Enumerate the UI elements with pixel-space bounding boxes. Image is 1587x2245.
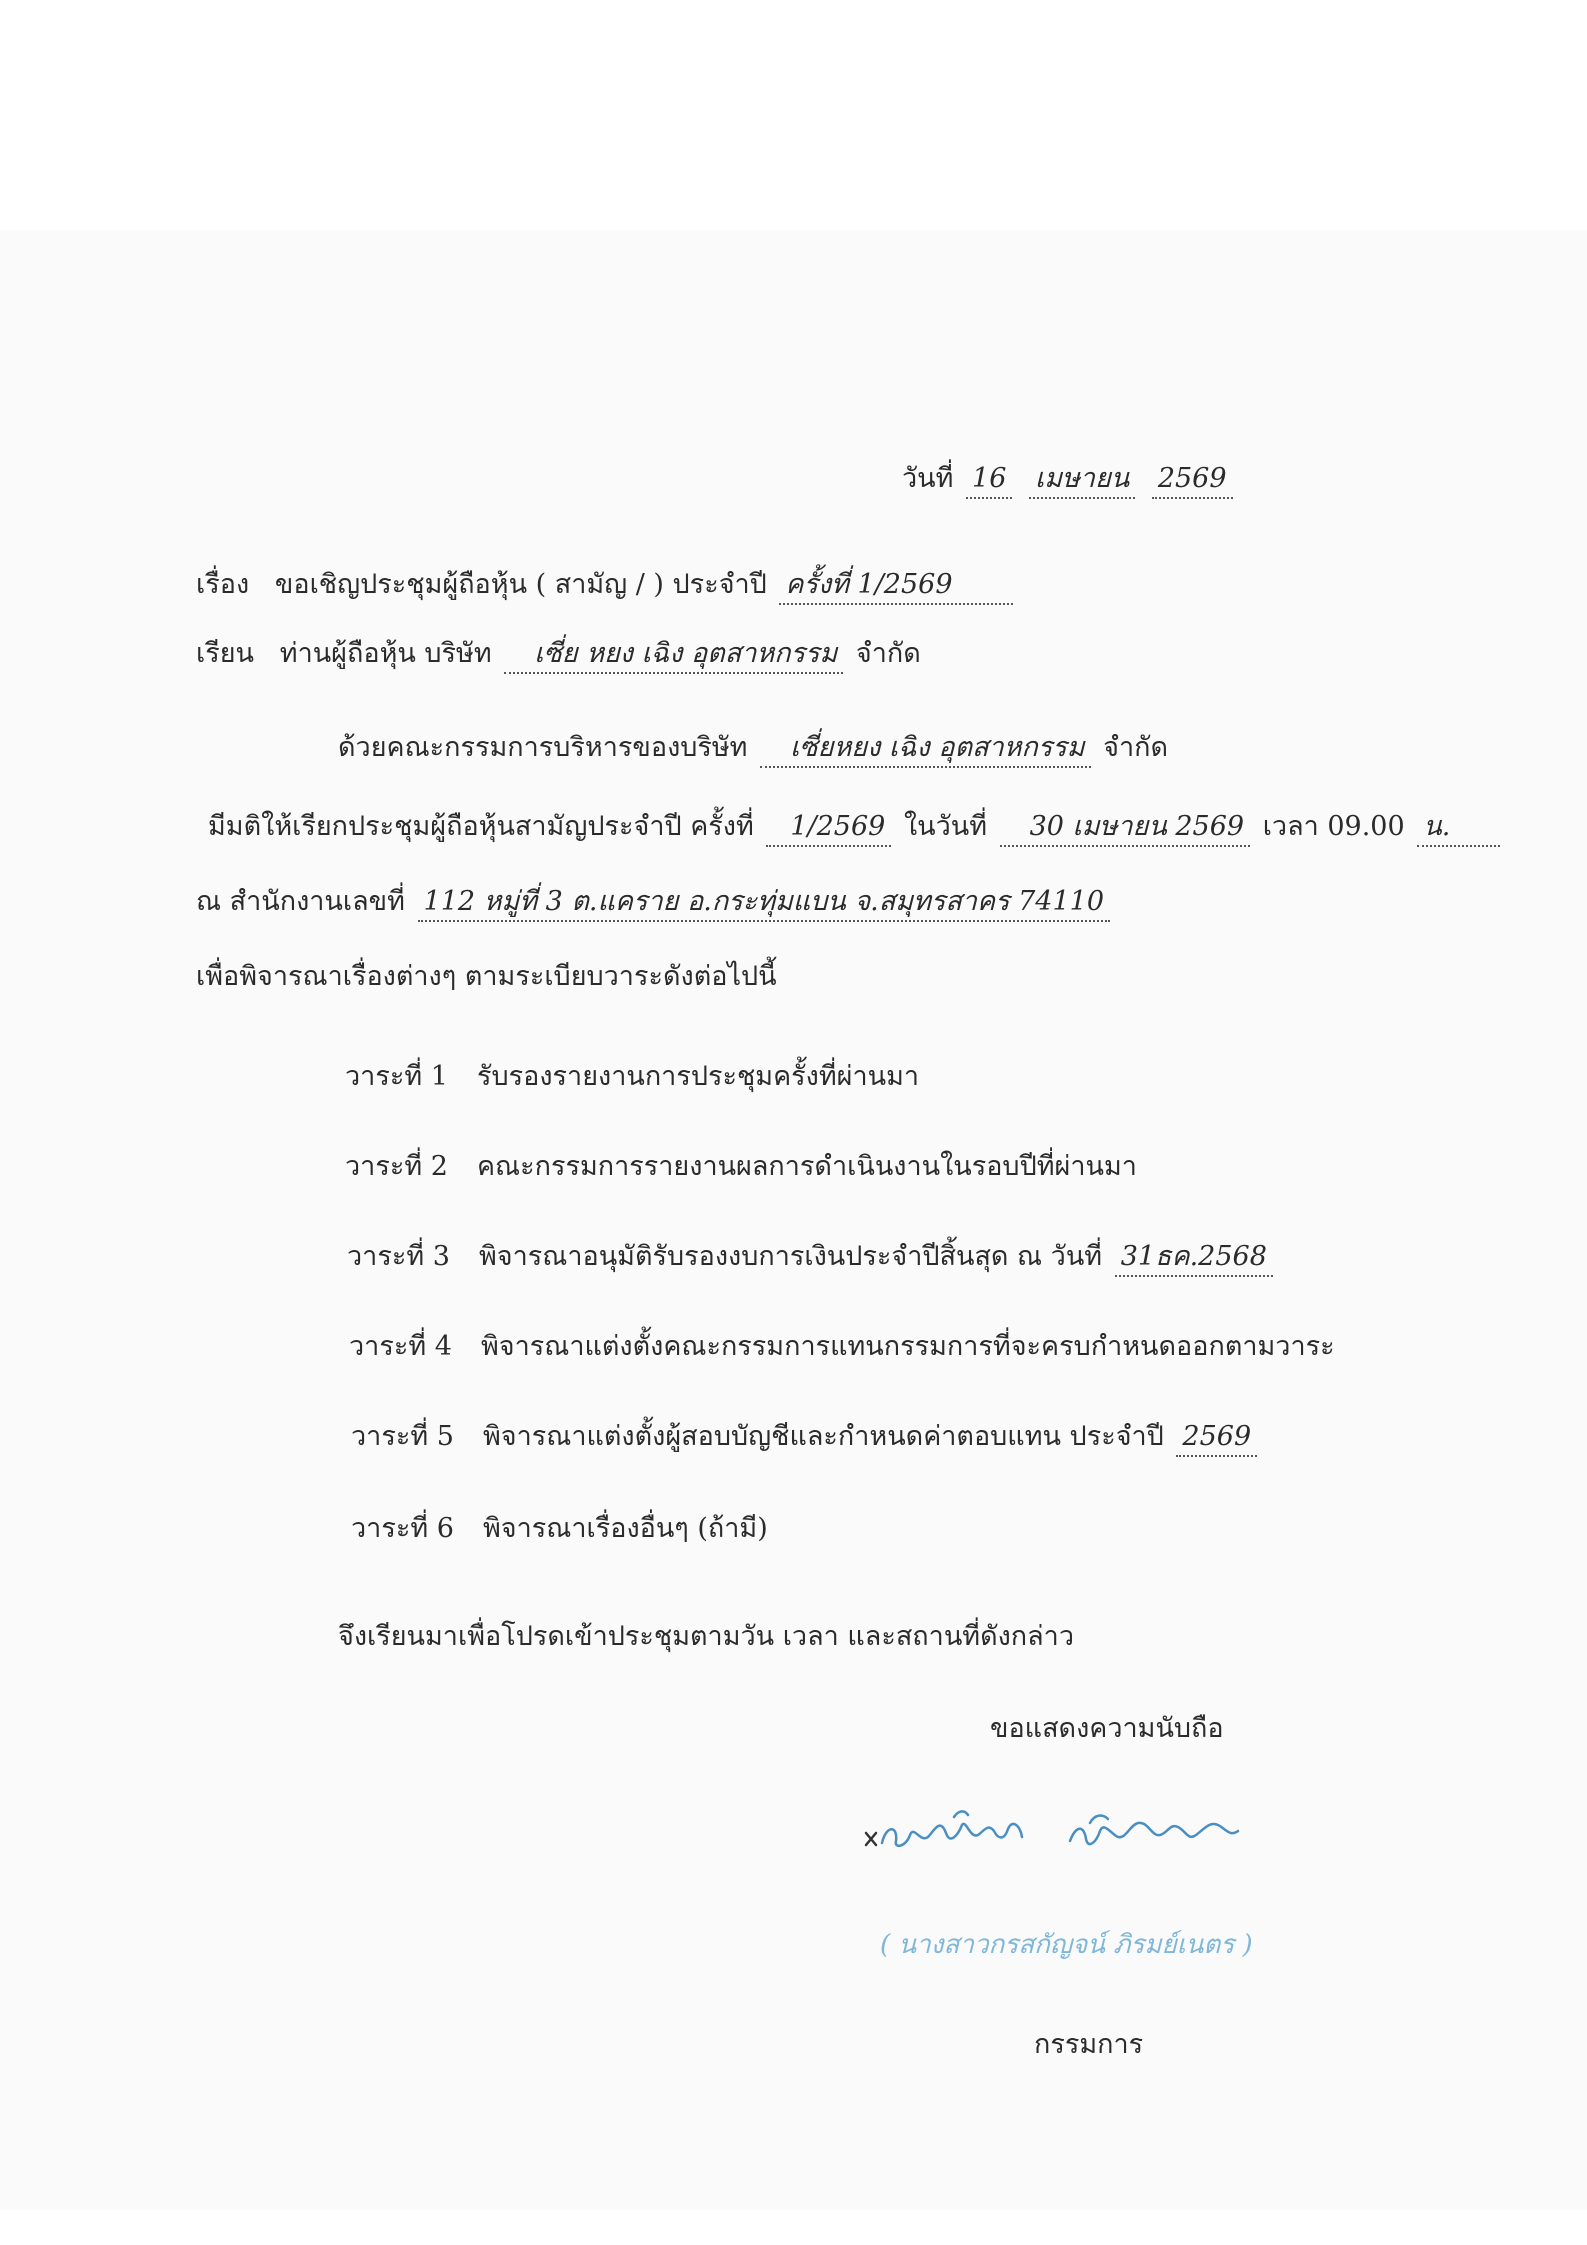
- body-line-1-prefix: ด้วยคณะกรรมการบริหารของบริษัท: [338, 732, 748, 763]
- agenda-number: วาระที่ 5: [351, 1421, 454, 1452]
- agenda-text: พิจารณาเรื่องอื่นๆ (ถ้ามี): [483, 1513, 768, 1544]
- agenda-text: คณะกรรมการรายงานผลการดำเนินงานในรอบปีที่ผ่านมา: [477, 1151, 1137, 1182]
- subject-label: เรื่อง: [196, 569, 250, 600]
- agenda-item-1: [345, 1060, 919, 1094]
- agenda-number: วาระที่ 6: [351, 1513, 454, 1544]
- agenda-item-2: [345, 1150, 1137, 1184]
- signature-scribble: [858, 1795, 1278, 1865]
- agenda-fill: 31ธค.2568: [1115, 1240, 1273, 1277]
- closing-line: [338, 1620, 1074, 1654]
- agenda-number: วาระที่ 1: [345, 1061, 448, 1092]
- meeting-number: 1/2569: [766, 810, 891, 847]
- agenda-fill: 2569: [1176, 1420, 1257, 1457]
- closing-text: จึงเรียนมาเพื่อโปรดเข้าประชุมตามวัน เวลา และสถานที่ดังกล่าว: [338, 1621, 1075, 1652]
- scan-background: [0, 230, 1587, 2210]
- body-line-2: [208, 810, 1504, 847]
- date-line: [902, 462, 1237, 499]
- meeting-date-label: ในวันที่: [903, 811, 987, 842]
- recipient-label: เรียน: [196, 638, 255, 669]
- agenda-text: รับรองรายงานการประชุมครั้งที่ผ่านมา: [477, 1061, 920, 1092]
- regards-text: ขอแสดงความนับถือ: [990, 1713, 1224, 1744]
- subject-fill: ครั้งที่ 1/2569: [779, 568, 1012, 605]
- body-line-3: [196, 885, 1114, 922]
- agenda-number: วาระที่ 2: [345, 1151, 448, 1182]
- signer-name: ( นางสาวกรสกัญจน์ ภิรมย์เนตร ): [880, 1930, 1253, 1960]
- signer-position: กรรมการ: [1034, 2029, 1144, 2060]
- agenda-text: พิจารณาอนุมัติรับรองงบการเงินประจำปีสิ้นสุด ณ วันที่: [479, 1241, 1103, 1272]
- date-year: 2569: [1152, 462, 1233, 499]
- meeting-date: 30 เมษายน 2569: [1000, 810, 1251, 847]
- body-line-4: [196, 960, 777, 994]
- agenda-text: พิจารณาแต่งตั้งคณะกรรมการแทนกรรมการที่จะครบกำหนดออกตามวาระ: [481, 1331, 1335, 1362]
- date-day: 16: [966, 462, 1012, 499]
- recipient-suffix: จำกัด: [855, 638, 921, 669]
- subject-line: [196, 568, 1017, 605]
- agenda-number: วาระที่ 3: [347, 1241, 450, 1272]
- meeting-time-unit: น.: [1417, 810, 1500, 847]
- recipient-text: ท่านผู้ถือหุ้น บริษัท: [279, 638, 492, 669]
- agenda-item-3: [347, 1240, 1277, 1277]
- agenda-number: วาระที่ 4: [349, 1331, 452, 1362]
- agenda-text: พิจารณาแต่งตั้งผู้สอบบัญชีและกำหนดค่าตอบแทน ประจำปี: [483, 1421, 1164, 1452]
- body-line-2-prefix: มีมติให้เรียกประชุมผู้ถือหุ้นสามัญประจำปี ครั้งที่: [208, 811, 754, 842]
- date-month: เมษายน: [1029, 462, 1135, 499]
- body-line-3-prefix: ณ สำนักงานเลขที่: [196, 886, 405, 917]
- agenda-item-5: [351, 1420, 1261, 1457]
- body-line-1-suffix: จำกัด: [1103, 732, 1169, 763]
- agenda-item-4: [349, 1330, 1335, 1364]
- recipient-company: เซี่ย หยง เฉิง อุตสาหกรรม: [504, 637, 843, 674]
- date-label: วันที่: [902, 463, 954, 494]
- recipient-line: [196, 637, 921, 674]
- meeting-time-label: เวลา 09.00: [1262, 811, 1405, 842]
- regards-line: [990, 1712, 1224, 1746]
- subject-text: ขอเชิญประชุมผู้ถือหุ้น ( สามัญ / ) ประจำปี: [274, 569, 767, 600]
- signature: [858, 1795, 1278, 1865]
- body-line-1-company: เซี่ยหยง เฉิง อุตสาหกรรม: [760, 731, 1090, 768]
- agenda-intro: เพื่อพิจารณาเรื่องต่างๆ ตามระเบียบวาระดังต่อไปนี้: [196, 961, 777, 992]
- body-line-1: [338, 731, 1168, 768]
- meeting-address: 112 หมู่ที่ 3 ต.แคราย อ.กระทุ่มแบน จ.สมุทรสาคร 74110: [418, 885, 1110, 922]
- agenda-item-6: [351, 1512, 768, 1546]
